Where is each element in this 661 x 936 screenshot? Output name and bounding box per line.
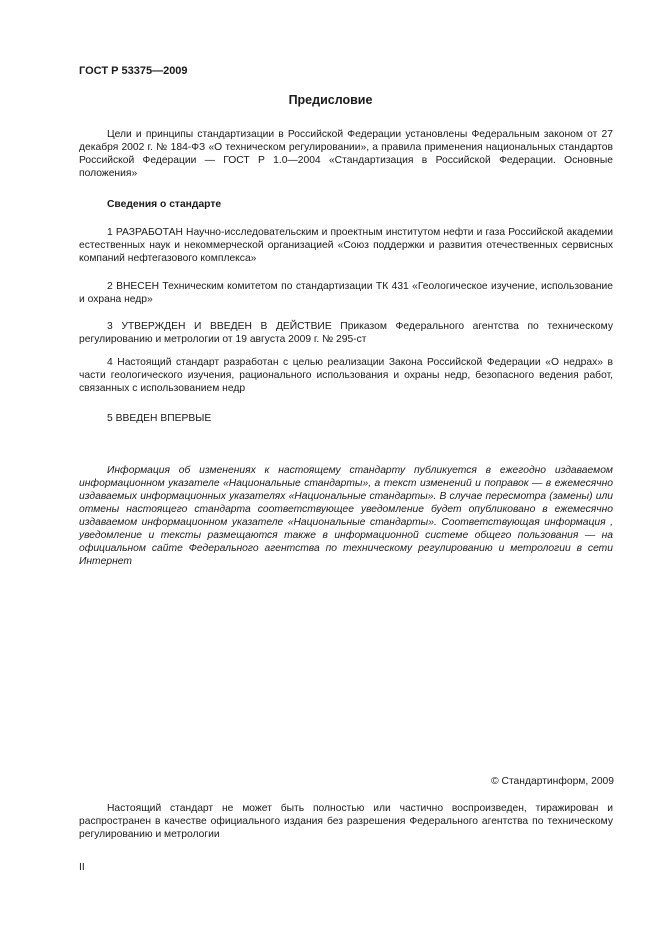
info-item-5: 5 ВВЕДЕН ВПЕРВЫЕ (107, 413, 212, 424)
page-title: Предисловие (288, 93, 373, 107)
copyright: © Стандартинформ, 2009 (491, 776, 614, 787)
info-item-3: 3 УТВЕРЖДЕН И ВВЕДЕН В ДЕЙСТВИЕ Приказом Федерального агентства по техническому регулированию и метрологии от 19 августа 2009 г. № 295-ст (79, 321, 613, 345)
standard-code: ГОСТ Р 53375—2009 (79, 65, 188, 77)
reproduction-notice: Настоящий стандарт не может быть полностью или частично воспроизведен, тиражирован и распространен в качестве официального издания без разрешения Федерального агентства по техническому регулированию и метрологии (79, 803, 613, 840)
info-item-4: 4 Настоящий стандарт разработан с целью реализации Закона Российской Федерации «О недрах» в части геологического изучения, рационального использования и охраны недр, безопасного ведения работ, связанных с использованием недр (79, 357, 613, 394)
info-item-1: 1 РАЗРАБОТАН Научно-исследовательским и проектным институтом нефти и газа Российской академии естественных наук и некоммерческой организацией «Союз поддержки и развития отечественных сервисных компаний нефтегазового комплекса» (79, 227, 613, 264)
info-heading: Сведения о стандарте (107, 199, 222, 210)
info-item-2: 2 ВНЕСЕН Техническим комитетом по стандартизации ТК 431 «Геологическое изучение, использование и охрана недр» (79, 281, 613, 305)
page-number: II (79, 862, 85, 873)
changes-notice: Информация об изменениях к настоящему стандарту публикуется в ежегодно издаваемом информационном указателе «Национальные стандарты», а текст изменений и поправок — в ежемесячно издаваемых информационных указателях «Национальные стандарты». В случае пересмотра (замены) или отмены настоящего стандарта соответствующее уведомление будет опубликовано в ежемесячно издаваемом информационном указателе «Национальные стандарты». Соответствующая информация , уведомление и тексты размещаются также в информационной системе общего пользования — на официальном сайте Федерального агентства по техническому регулированию и метрологии в сети Интернет (79, 465, 613, 567)
intro-paragraph: Цели и принципы стандартизации в Российской Федерации установлены Федеральным законом от 27 декабря 2002 г. № 184-ФЗ «О техническом регулировании», а правила применения национальных стандартов Российской Федерации — ГОСТ Р 1.0—2004 «Стандартизация в Российской Федерации. Основные положения» (79, 129, 613, 179)
